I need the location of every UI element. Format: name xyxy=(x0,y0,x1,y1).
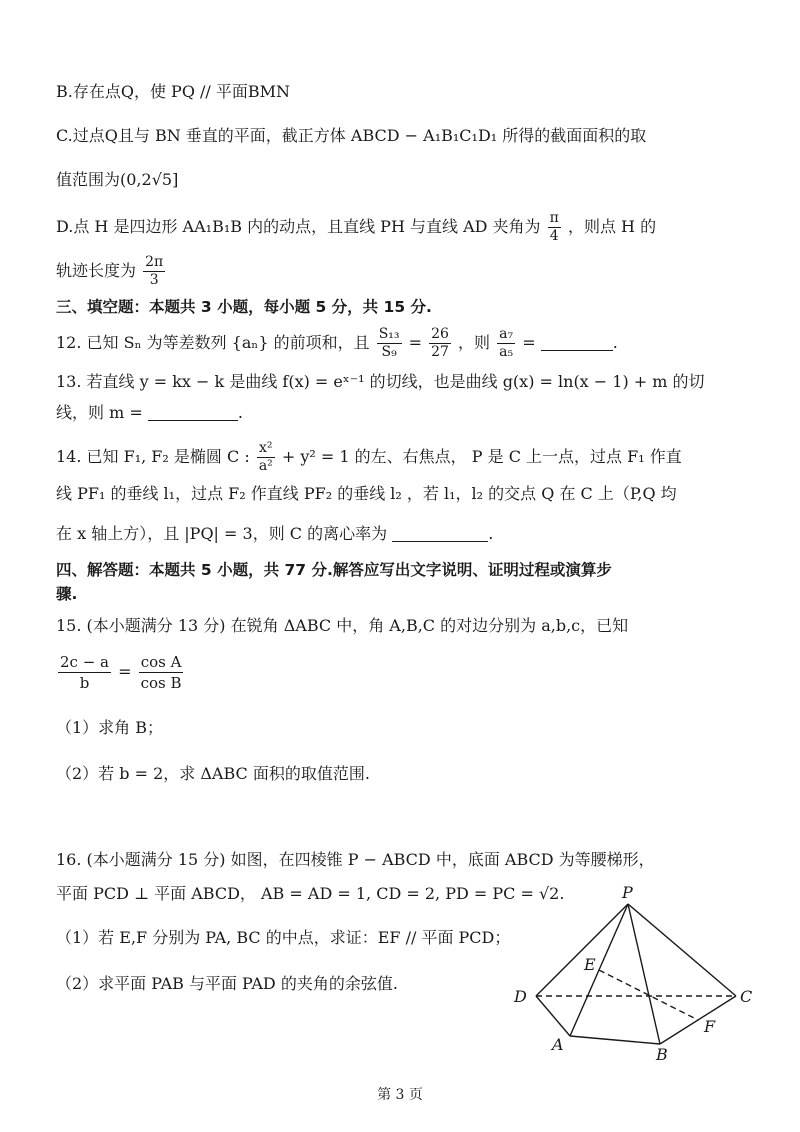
q13-text: 线，则 m = xyxy=(56,403,143,422)
q15-right-fraction xyxy=(139,652,184,693)
section-3-title: 三、填空题：本题共 3 小题，每小题 5 分，共 15 分. xyxy=(56,298,432,316)
fraction-numerator: π xyxy=(549,210,559,226)
label-e: E xyxy=(584,955,596,974)
fraction-denominator: cos B xyxy=(140,674,182,692)
fraction-denominator: S₉ xyxy=(381,344,397,360)
question-15-part1: （1）求角 B； xyxy=(56,718,164,737)
fraction-numerator: 26 xyxy=(431,326,449,342)
page-number: 第 3 页 xyxy=(377,1087,423,1103)
equals-sign: = xyxy=(522,333,536,352)
question-15-equation xyxy=(56,652,760,696)
option-d-length-fraction xyxy=(143,254,165,289)
question-14-line1 xyxy=(56,440,760,475)
q12-text: 12. 已知 Sₙ 为等差数列 {aₙ} 的前项和，且 xyxy=(56,333,370,352)
label-a: A xyxy=(552,1035,564,1054)
q14-answer-blank[interactable] xyxy=(392,527,488,542)
fraction-numerator: 2c − a xyxy=(60,653,109,671)
option-d-text-end: ，则点 H 的 xyxy=(567,217,657,236)
question-14-line2: 线 PF₁ 的垂线 l₁，过点 F₂ 作直线 PF₂ 的垂线 l₂ ，若 l₁，l₂ 的交点 Q 在 C 上（P,Q 均 xyxy=(56,484,677,503)
question-16-part2: （2）求平面 PAB 与平面 PAD 的夹角的余弦值. xyxy=(56,974,398,993)
option-c-line1: C.过点Q且与 BN 垂直的平面，截正方体 ABCD − A₁B₁C₁D₁ 所得的截面面积的取 xyxy=(56,126,647,145)
q12-term-ratio xyxy=(497,326,515,361)
fraction-denominator: 4 xyxy=(549,228,559,244)
edge-pd xyxy=(536,904,628,996)
option-d-line2 xyxy=(56,254,760,289)
q14-text: 14. 已知 F₁, F₂ 是椭圆 C : xyxy=(56,447,250,466)
edge-ab xyxy=(570,1036,660,1044)
fraction-denominator: b xyxy=(79,674,90,692)
q12-value-ratio xyxy=(429,326,451,361)
fraction-denominator: 27 xyxy=(431,344,449,360)
q14-text: 在 x 轴上方），且 |PQ| = 3，则 C 的离心率为 xyxy=(56,524,388,543)
fraction-denominator: a₅ xyxy=(499,344,514,360)
option-d-trace-label: 轨迹长度为 xyxy=(56,261,137,280)
section-4-title-line2: 骤. xyxy=(56,585,78,603)
question-16-line1: 16. (本小题满分 15 分) 如图，在四棱锥 P − ABCD 中，底面 ABCD 为等腰梯形， xyxy=(56,850,655,869)
option-d-line1 xyxy=(56,210,760,245)
equals-sign: = xyxy=(118,662,132,681)
fraction-denominator: a² xyxy=(258,458,273,474)
label-p: P xyxy=(622,884,633,902)
period: . xyxy=(237,403,243,422)
label-c: C xyxy=(740,987,753,1006)
segment-ef-hidden xyxy=(599,970,698,1020)
edge-pb xyxy=(628,904,660,1044)
fraction-numerator: cos A xyxy=(140,653,182,671)
pyramid-figure xyxy=(500,884,770,1064)
label-b: B xyxy=(656,1045,668,1064)
fraction-numerator: 2π xyxy=(145,254,164,270)
option-d-angle-fraction xyxy=(548,210,561,245)
option-b: B.存在点Q，使 PQ // 平面BMN xyxy=(56,82,291,101)
option-c-line2: 值范围为(0,2√5] xyxy=(56,170,179,189)
fraction-numerator: x² xyxy=(259,440,273,456)
q14-text-end: + y² = 1 的左、右焦点， P 是 C 上一点，过点 F₁ 作直 xyxy=(281,447,682,466)
question-12 xyxy=(56,326,760,361)
q12-sum-ratio xyxy=(377,326,402,361)
fraction-numerator: a₇ xyxy=(499,326,514,342)
section-4-title-line1: 四、解答题：本题共 5 小题，共 77 分.解答应写出文字说明、证明过程或演算步 xyxy=(56,561,612,579)
equals-sign: = xyxy=(408,333,423,352)
q13-answer-blank[interactable] xyxy=(148,406,238,421)
period: . xyxy=(612,333,618,352)
question-14-line3 xyxy=(56,522,760,546)
q15-left-fraction xyxy=(58,652,111,693)
q12-text-mid: ，则 xyxy=(458,333,491,352)
period: . xyxy=(488,524,494,543)
fraction-numerator: S₁₃ xyxy=(378,326,400,342)
question-13-line2 xyxy=(56,401,760,425)
option-d-text: D.点 H 是四边形 AA₁B₁B 内的动点，且直线 PH 与直线 AD 夹角为 xyxy=(56,217,541,236)
q12-answer-blank[interactable] xyxy=(541,336,613,351)
edge-pc xyxy=(628,904,736,996)
edge-da xyxy=(536,996,570,1036)
fraction-denominator: 3 xyxy=(149,272,159,288)
label-d: D xyxy=(514,987,527,1006)
q14-ellipse-fraction xyxy=(257,440,275,475)
question-13-line1: 13. 若直线 y = kx − k 是曲线 f(x) = eˣ⁻¹ 的切线，也是曲线 g(x) = ln(x − 1) + m 的切 xyxy=(56,372,705,391)
label-f: F xyxy=(704,1017,716,1036)
question-16-part1: （1）若 E,F 分别为 PA, BC 的中点，求证：EF // 平面 PCD； xyxy=(56,928,511,947)
question-15-line1: 15. (本小题满分 13 分) 在锐角 ΔABC 中，角 A,B,C 的对边分别为 a,b,c，已知 xyxy=(56,616,629,635)
question-16-line2: 平面 PCD ⊥ 平面 ABCD， AB = AD = 1, CD = 2, PD = PC = √2. xyxy=(56,884,565,903)
question-15-part2: （2）若 b = 2，求 ΔABC 面积的取值范围. xyxy=(56,764,370,783)
